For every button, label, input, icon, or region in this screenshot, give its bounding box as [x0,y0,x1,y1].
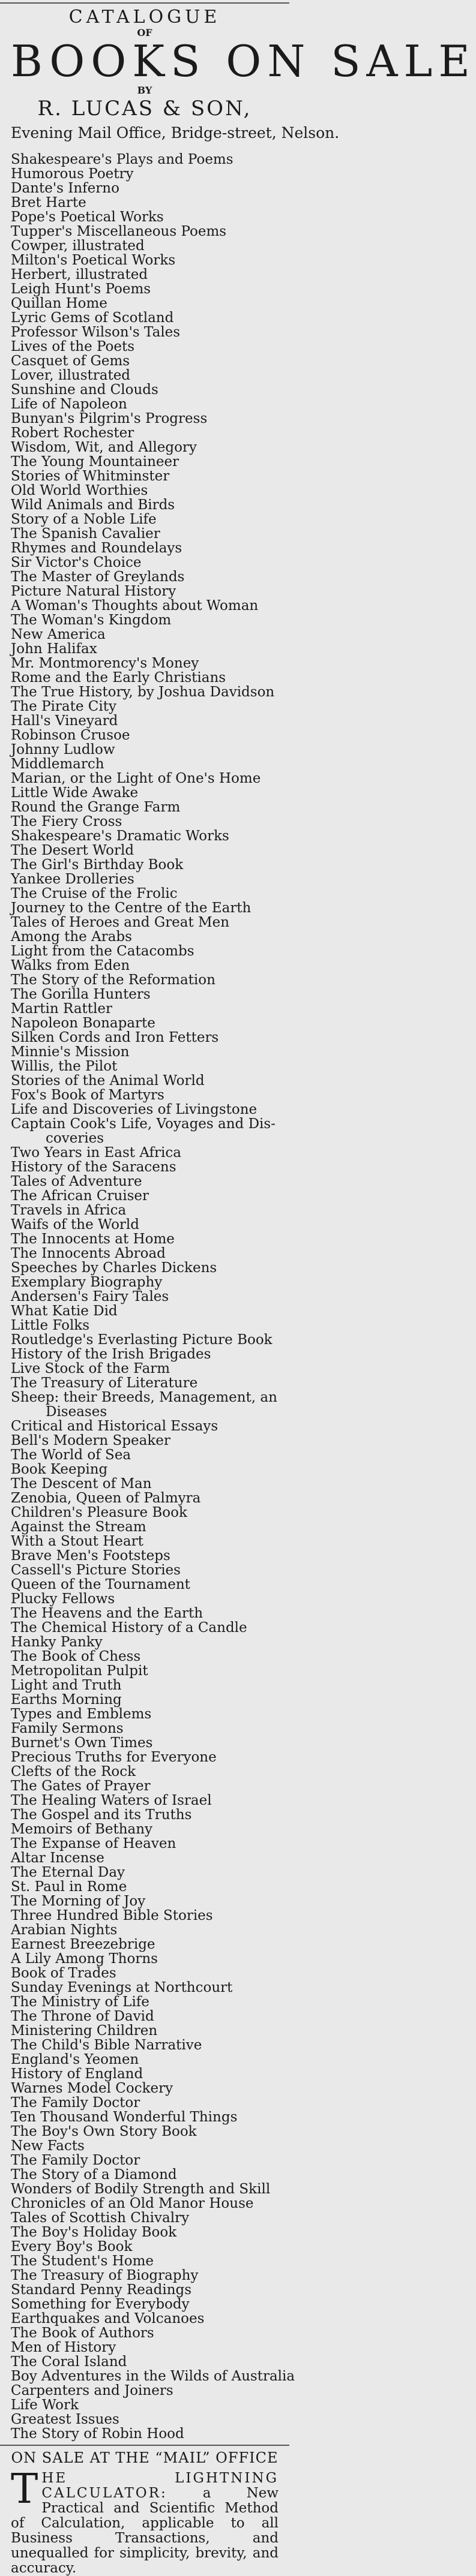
advert-dropcap: T [11,2466,38,2513]
book-list-item: Sunshine and Clouds [11,382,158,398]
book-list-item: Minnie's Mission [11,1044,130,1060]
book-list-item: Life Work [11,2397,79,2413]
book-list-item: Clefts of the Rock [11,1764,136,1780]
book-list-item: Light and Truth [11,1678,122,1693]
book-list-item: Walks from Eden [11,958,130,973]
book-list-item: Humorous Poetry [11,166,134,182]
book-list-item: Three Hundred Bible Stories [11,1908,213,1923]
book-list-item: Leigh Hunt's Poems [11,281,151,297]
book-list-item: Old World Worthies [11,483,148,498]
book-list-item: The Descent of Man [11,1476,152,1492]
book-list-item: Metropolitan Pulpit [11,1663,148,1679]
book-list-item: Plucky Fellows [11,1591,115,1607]
book-list-item: Carpenters and Joiners [11,2383,173,2398]
book-list-item: Shakespeare's Plays and Poems [11,152,233,167]
book-list-item: St. Paul in Rome [11,1879,127,1895]
book-list-item: The Book of Chess [11,1649,141,1664]
book-list-item: Stories of Whitminster [11,468,170,484]
book-list-item: Two Years in East Africa [11,1145,181,1161]
book-list-item: Marian, or the Light of One's Home [11,771,261,786]
book-list-item: Sir Victor's Choice [11,555,142,570]
book-list-item: The Cruise of the Frolic [11,886,178,901]
book-list-item: The Expanse of Heaven [11,1836,176,1851]
books-on-sale-headline: BOOKS ON SALE [11,36,476,86]
book-list-item: The Gospel and its Truths [11,1807,192,1823]
book-list-item: The Book of Authors [11,2325,154,2341]
book-list-item: Sunday Evenings at Northcourt [11,1980,233,1995]
book-list-item: Mr. Montmorency's Money [11,656,199,671]
book-list-item: Sheep: their Breeds, Management, an [11,1390,277,1405]
book-list-item: Journey to the Centre of the Earth [11,900,252,916]
book-list-item: Greatest Issues [11,2412,119,2427]
book-list-item: Middlemarch [11,756,104,772]
book-list-item: The Story of Robin Hood [11,2426,184,2442]
book-list-item: The Morning of Joy [11,1893,146,1909]
book-list-item: Memoirs of Bethany [11,1821,153,1837]
book-list-item: The Gorilla Hunters [11,987,151,1002]
advert-body: a New Practical and Scientific Method of Calculation, applicable to all Business Transactions, and unequalled for simplicity, brevity, and accuracy. [11,2485,279,2576]
book-list-item: Professor Wilson's Tales [11,324,181,340]
book-list-item: History of England [11,2066,143,2082]
book-list-item: Tupper's Miscellaneous Poems [11,224,227,239]
book-list-item: The Story of a Diamond [11,2167,177,2183]
book-list-item: Hall's Vineyard [11,713,118,729]
book-list-item: Boy Adventures in the Wilds of Australia [11,2368,295,2384]
book-list-item: New America [11,627,106,642]
book-list-item: Little Wide Awake [11,785,139,801]
book-list-item: Rhymes and Roundelays [11,540,182,556]
book-list-item: Waifs of the World [11,1217,139,1233]
book-list-item: The Coral Island [11,2354,127,2370]
book-list-item: The Treasury of Biography [11,2268,199,2283]
book-list-item: Live Stock of the Farm [11,1361,170,1376]
book-list-item: The Boy's Holiday Book [11,2225,177,2240]
book-list-item: Robert Rochester [11,425,134,441]
book-list-item: Johnny Ludlow [11,742,115,758]
book-list-item: Among the Arabs [11,929,132,945]
book-list-item: Chronicles of an Old Manor House [11,2196,254,2211]
of-label: OF [137,27,152,38]
book-list-item: Book Keeping [11,1462,108,1477]
book-list-item: The Family Doctor [11,2153,140,2168]
book-list [11,152,295,2442]
book-list-item: Dante's Inferno [11,181,119,196]
book-list-item: Little Folks [11,1318,90,1333]
book-list-item: coveries [46,1131,104,1146]
book-list-item: Ten Thousand Wonderful Things [11,2109,238,2125]
book-list-item: Children's Pleasure Book [11,1505,187,1520]
book-list-item: Life of Napoleon [11,396,127,412]
book-list-item: The Eternal Day [11,1865,125,1880]
book-list-item: The Student's Home [11,2253,154,2269]
book-list-item: Wonders of Bodily Strength and Skill [11,2181,271,2197]
book-list-item: John Halifax [11,641,97,657]
advert-lead: HE LIGHTNING CALCULATOR: [41,2470,279,2501]
book-list-item: The Master of Greylands [11,569,185,585]
book-list-item: Lives of the Poets [11,339,135,354]
book-list-item: Yankee Drolleries [11,871,134,887]
book-list-item: Tales of Scottish Chivalry [11,2210,190,2226]
book-list-item: The Spanish Cavalier [11,526,160,542]
book-list-item: The Woman's Kingdom [11,612,172,628]
book-list-item: Light from the Catacombs [11,943,194,959]
book-list-item: Warnes Model Cockery [11,2081,173,2096]
book-list-item: Brave Men's Footsteps [11,1548,170,1564]
book-list-item: Wisdom, Wit, and Allegory [11,440,197,455]
book-list-item: Types and Emblems [11,1706,152,1722]
book-list-item: Willis, the Pilot [11,1059,118,1074]
book-list-item: Hanky Panky [11,1634,103,1650]
book-list-item: The Child's Bible Narrative [11,2037,202,2053]
book-list-item: The Story of the Reformation [11,972,215,988]
book-list-item: Critical and Historical Essays [11,1418,218,1434]
book-list-item: Rome and the Early Christians [11,670,226,686]
book-list-item: Arabian Nights [11,1922,118,1938]
book-list-item: Zenobia, Queen of Palmyra [11,1490,201,1506]
book-list-item: Travels in Africa [11,1203,127,1218]
book-list-item: New Facts [11,2138,85,2154]
top-rule [0,2,289,4]
book-list-item: What Katie Did [11,1303,118,1319]
book-list-item: Cowper, illustrated [11,238,145,254]
on-sale-heading: ON SALE AT THE “MAIL” OFFICE [11,2449,279,2466]
book-list-item: A Lily Among Thorns [11,1951,158,1967]
catalogue-heading: CATALOGUE [68,7,221,28]
book-list-item: Story of a Noble Life [11,512,157,527]
book-list-item: Tales of Heroes and Great Men [11,915,230,930]
book-list-item: Round the Grange Farm [11,799,181,815]
book-list-item: Silken Cords and Iron Fetters [11,1030,219,1045]
book-list-item: The Boy's Own Story Book [11,2124,197,2139]
book-list-item: The Pirate City [11,699,116,714]
book-list-item: Life and Discoveries of Livingstone [11,1102,258,1117]
book-list-item: The Ministry of Life [11,1994,149,2010]
book-list-item: Precious Truths for Everyone [11,1750,217,1765]
book-list-item: Pope's Poetical Works [11,209,164,225]
book-list-item: The Desert World [11,843,134,858]
book-list-item: The Young Mountaineer [11,454,179,470]
book-list-item: Fox's Book of Martyrs [11,1087,164,1103]
book-list-item: Earthquakes and Volcanoes [11,2311,205,2326]
book-list-item: Stories of the Animal World [11,1073,205,1089]
book-list-item: Casquet of Gems [11,353,130,369]
book-list-item: Napoleon Bonaparte [11,1015,155,1031]
book-list-item: Picture Natural History [11,584,176,599]
book-list-item: A Woman's Thoughts about Woman [11,598,259,614]
calculator-advert [11,2466,279,2576]
seller-name: R. LUCAS & SON, [37,97,252,121]
book-list-item: Wild Animals and Birds [11,497,175,513]
book-list-item: The Treasury of Literature [11,1375,198,1391]
book-list-item: Ministering Children [11,2023,158,2039]
book-list-item: Milton's Poetical Works [11,253,176,268]
book-list-item: Against the Stream [11,1519,146,1535]
book-list-item: Andersen's Fairy Tales [11,1289,169,1304]
book-list-item: The True History, by Joshua Davidson [11,684,275,700]
seller-address: Evening Mail Office, Bridge-street, Nelson. [11,124,340,142]
book-list-item: The Innocents Abroad [11,1246,166,1261]
book-list-item: The Innocents at Home [11,1231,175,1247]
book-list-item: Earths Morning [11,1692,122,1708]
book-list-item: The Gates of Prayer [11,1778,151,1794]
book-list-item: Book of Trades [11,1965,116,1981]
book-list-item: The Fiery Cross [11,814,122,829]
book-list-item: Bret Harte [11,195,86,211]
book-list-item: Every Boy's Book [11,2239,133,2255]
book-list-item: Quillan Home [11,296,107,311]
book-list-item: England's Yeomen [11,2052,139,2067]
book-list-item: History of the Saracens [11,1159,176,1175]
book-list-item: Bunyan's Pilgrim's Progress [11,411,208,426]
book-list-item: The World of Sea [11,1447,131,1463]
book-list-item: Burnet's Own Times [11,1735,153,1751]
book-list-item: Speeches by Charles Dickens [11,1260,217,1276]
book-list-item: The African Cruiser [11,1188,149,1204]
book-list-item: Shakespeare's Dramatic Works [11,828,229,844]
book-list-item: The Girl's Birthday Book [11,857,184,873]
book-list-item: Diseases [46,1404,107,1420]
book-list-item: Exemplary Biography [11,1275,163,1290]
by-label: BY [137,85,152,96]
book-list-item: Bell's Modern Speaker [11,1433,170,1448]
book-list-item: The Healing Waters of Israel [11,1793,212,1808]
book-list-item: Cassell's Picture Stories [11,1562,181,1578]
book-list-item: Lover, illustrated [11,368,131,383]
book-list-item: Standard Penny Readings [11,2282,192,2298]
book-list-item: Something for Everybody [11,2297,190,2312]
book-list-item: Family Sermons [11,1721,124,1736]
book-list-item: Men of History [11,2340,116,2355]
book-list-item: The Chemical History of a Candle [11,1620,247,1636]
book-list-item: Queen of the Tournament [11,1577,190,1592]
book-list-item: The Heavens and the Earth [11,1606,203,1621]
book-list-item: History of the Irish Brigades [11,1346,211,1362]
book-list-item: The Family Doctor [11,2095,140,2111]
book-list-item: Herbert, illustrated [11,267,148,282]
book-list-item: With a Stout Heart [11,1534,143,1549]
book-list-item: Captain Cook's Life, Voyages and Dis- [11,1116,276,1132]
book-list-item: Martin Rattler [11,1001,112,1017]
book-list-item: Robinson Crusoe [11,728,130,743]
book-list-item: Routledge's Everlasting Picture Book [11,1332,273,1348]
book-list-item: Earnest Breezebrige [11,1937,155,1952]
book-list-item: The Throne of David [11,2009,154,2024]
book-list-item: Lyric Gems of Scotland [11,310,174,326]
book-list-item: Tales of Adventure [11,1174,142,1189]
book-list-item: Altar Incense [11,1850,104,1866]
